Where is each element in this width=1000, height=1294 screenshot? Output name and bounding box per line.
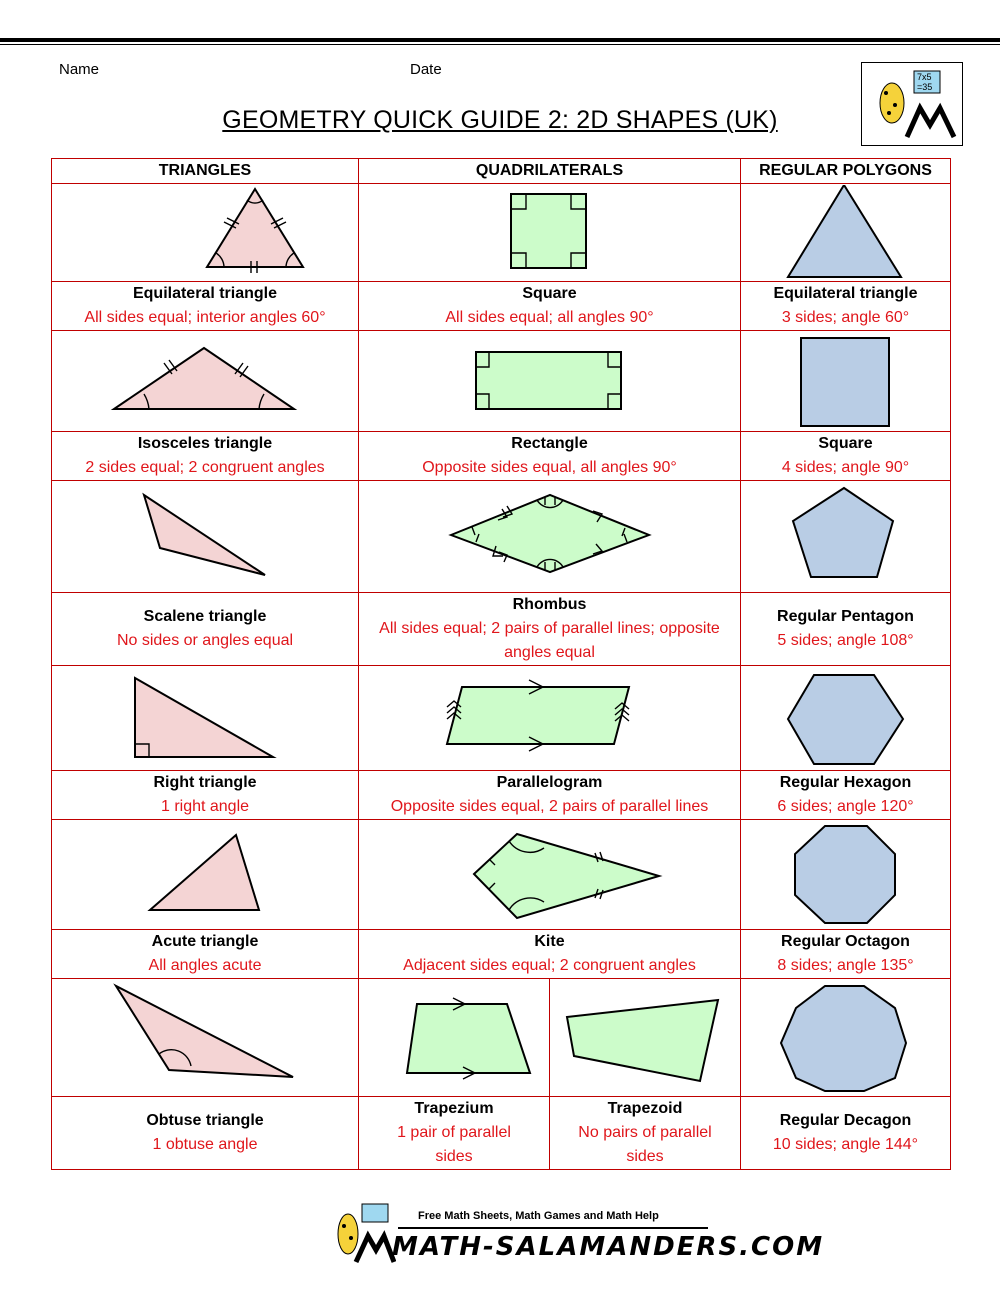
regular-octagon-shape [741, 820, 951, 930]
shape-name: Right triangle [153, 774, 257, 791]
salamander-footer-icon [326, 1200, 396, 1268]
shape-name: Equilateral triangle [132, 285, 278, 302]
shape-desc: All sides equal; interior angles 60° [84, 309, 326, 326]
shape-desc: 2 sides equal; 2 congruent angles [85, 459, 325, 476]
shape-name: Regular Pentagon [777, 608, 914, 625]
page-title: GEOMETRY QUICK GUIDE 2: 2D SHAPES (UK) [222, 106, 778, 134]
kite-shape [359, 820, 741, 930]
logo [861, 62, 963, 146]
isosceles-triangle-shape [52, 331, 359, 432]
shape-desc: 10 sides; angle 144° [772, 1136, 919, 1153]
right-triangle-shape [52, 666, 359, 771]
shape-name: Rhombus [512, 596, 587, 613]
acute-triangle-shape [52, 820, 359, 930]
square-shape [359, 184, 741, 282]
shape-name: Trapezium [414, 1100, 494, 1117]
svg-text:7x5: 7x5 [917, 72, 932, 82]
shape-name: Obtuse triangle [146, 1112, 264, 1129]
regular-triangle-shape [741, 184, 951, 282]
shape-name: Equilateral triangle [773, 285, 918, 302]
shape-name: Square [522, 285, 577, 302]
shape-desc: 1 obtuse angle [152, 1136, 258, 1153]
name-label: Name [59, 61, 100, 78]
trapezoid-shape [550, 979, 741, 1097]
shape-name: Regular Hexagon [779, 774, 912, 791]
footer-site[interactable]: MATH-SALAMANDERS.COM [392, 1232, 825, 1262]
rhombus-shape [359, 481, 741, 593]
shape-desc: 8 sides; angle 135° [777, 957, 914, 974]
top-rule [0, 38, 1000, 45]
shape-name: Scalene triangle [143, 608, 267, 625]
shape-desc: No pairs of parallel sides [578, 1124, 712, 1165]
shape-name: Rectangle [511, 435, 588, 452]
col-header-regular-polygons: REGULAR POLYGONS [741, 159, 951, 184]
shape-desc: 1 pair of parallel sides [397, 1124, 511, 1165]
date-label: Date [410, 61, 442, 78]
shape-name: Kite [534, 933, 565, 950]
trapezium-shape [359, 979, 550, 1097]
shape-desc: Opposite sides equal, 2 pairs of parallel lines [390, 798, 709, 815]
regular-decagon-shape [741, 979, 951, 1097]
shape-desc: All sides equal; 2 pairs of parallel lines; opposite angles equal [379, 620, 720, 661]
scalene-triangle-shape [52, 481, 359, 593]
regular-square-shape [741, 331, 951, 432]
shape-desc: 6 sides; angle 120° [777, 798, 914, 815]
obtuse-triangle-shape [52, 979, 359, 1097]
footer-rule [398, 1227, 708, 1229]
shape-name: Regular Octagon [781, 933, 910, 950]
col-header-quadrilaterals: QUADRILATERALS [359, 159, 741, 184]
footer-logo [326, 1200, 396, 1268]
shapes-table [51, 158, 951, 1170]
shape-desc: 3 sides; angle 60° [781, 309, 910, 326]
shape-name: Isosceles triangle [137, 435, 273, 452]
equilateral-triangle-shape [52, 184, 359, 282]
parallelogram-shape [359, 666, 741, 771]
shape-name: Acute triangle [151, 933, 259, 950]
shape-desc: All angles acute [148, 957, 262, 974]
shape-desc: 5 sides; angle 108° [777, 632, 914, 649]
shape-desc: All sides equal; all angles 90° [445, 309, 654, 326]
rectangle-shape [359, 331, 741, 432]
shape-name: Trapezoid [607, 1100, 683, 1117]
shape-name: Square [818, 435, 873, 452]
shape-desc: 4 sides; angle 90° [781, 459, 910, 476]
svg-text:=35: =35 [917, 82, 933, 92]
salamander-logo-icon [862, 63, 962, 145]
shape-desc: Opposite sides equal, all angles 90° [422, 459, 677, 476]
regular-hexagon-shape [741, 666, 951, 771]
shape-desc: 1 right angle [160, 798, 250, 815]
shape-desc: Adjacent sides equal; 2 congruent angles [403, 957, 696, 974]
shape-name: Regular Decagon [779, 1112, 912, 1129]
footer-tagline: Free Math Sheets, Math Games and Math Help [418, 1210, 659, 1222]
regular-pentagon-shape [741, 481, 951, 593]
col-header-triangles: TRIANGLES [52, 159, 359, 184]
shape-desc: No sides or angles equal [116, 632, 294, 649]
shape-name: Parallelogram [496, 774, 603, 791]
